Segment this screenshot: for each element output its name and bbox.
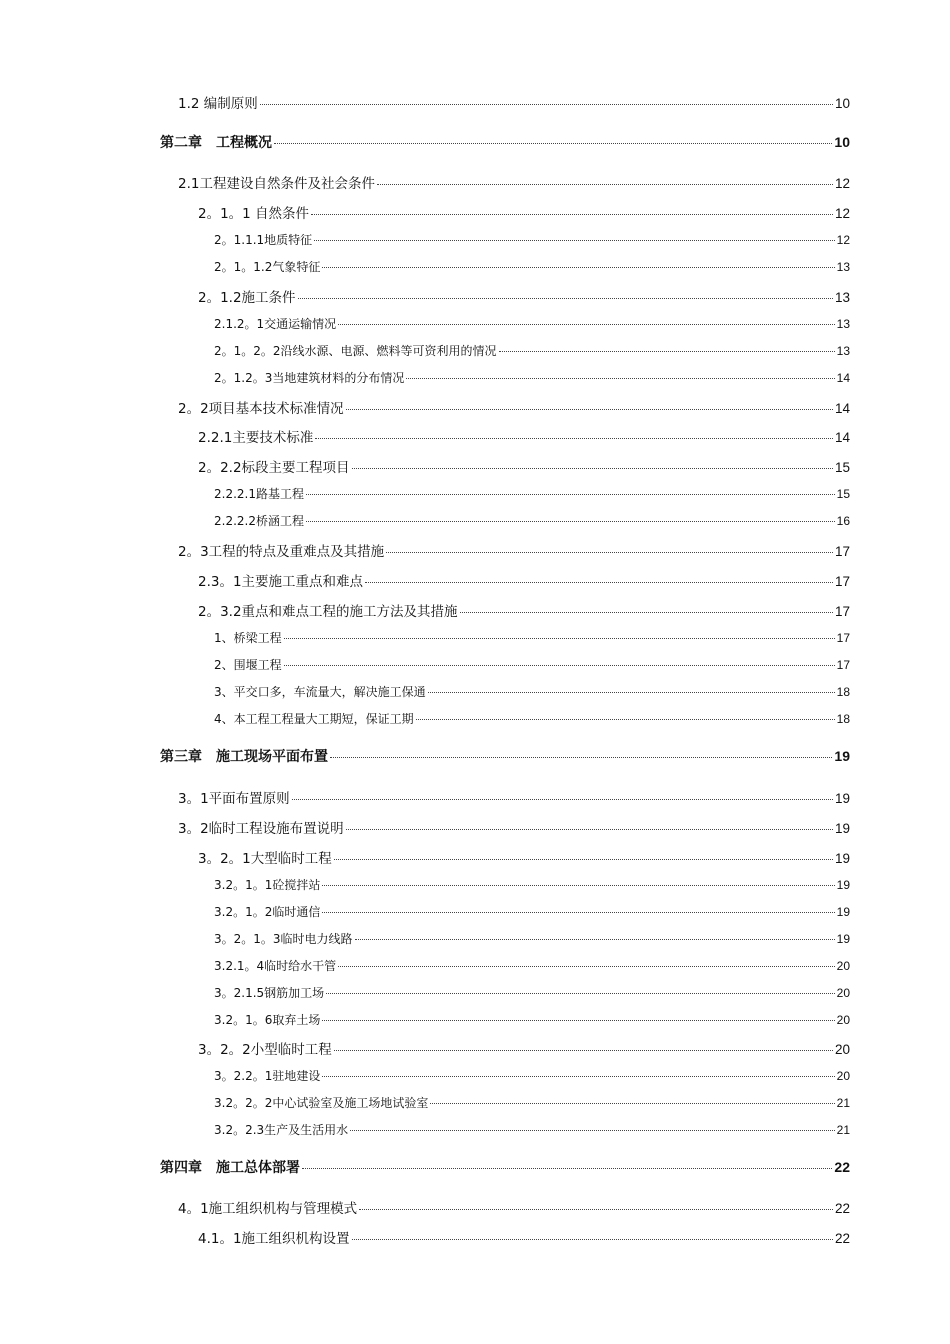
toc-entry[interactable] <box>178 540 850 560</box>
dot-leader <box>406 378 834 379</box>
toc-entry[interactable] <box>214 258 850 275</box>
toc-entry-page: 13 <box>836 260 850 274</box>
toc-entry-title: 3。2。1大型临时工程 <box>198 851 332 867</box>
toc-entry-page: 20 <box>836 959 850 973</box>
toc-entry-title: 4、本工程工程量大工期短，保证工期 <box>214 712 414 726</box>
toc-entry[interactable] <box>214 984 850 1001</box>
toc-entry-title: 2.1.2。1交通运输情况 <box>214 317 337 331</box>
toc-entry-page: 10 <box>834 134 850 150</box>
toc-entry[interactable] <box>214 710 850 727</box>
toc-entry[interactable] <box>198 456 850 476</box>
dot-leader <box>338 324 834 325</box>
toc-entry-title: 2.2.1主要技术标准 <box>198 430 314 446</box>
toc-entry-page: 22 <box>834 1159 850 1175</box>
toc-entry-page: 21 <box>836 1096 850 1110</box>
toc-entry-title: 3.2。1。1砼搅拌站 <box>214 878 321 892</box>
dot-leader <box>430 1103 834 1104</box>
toc-entry-title: 3.2。2。2中心试验室及施工场地试验室 <box>214 1096 429 1110</box>
dot-leader <box>326 993 834 994</box>
dot-leader <box>346 409 833 410</box>
dot-leader <box>352 1239 833 1240</box>
toc-entry-page: 16 <box>836 514 850 528</box>
toc-entry-title: 2。1.2。3当地建筑材料的分布情况 <box>214 371 405 385</box>
dot-leader <box>330 757 832 758</box>
toc-entry-title: 2。2.2标段主要工程项目 <box>198 460 350 476</box>
toc-entry-title: 2。1。1 自然条件 <box>198 206 310 222</box>
toc-entry-title: 第四章 施工总体部署 <box>160 1160 300 1176</box>
toc-entry-page: 10 <box>834 96 850 111</box>
toc-entry-page: 19 <box>836 878 850 892</box>
toc-entry[interactable] <box>214 1011 850 1028</box>
dot-leader <box>416 719 835 720</box>
toc-entry[interactable] <box>214 231 850 248</box>
toc-entry-title: 2。1。2。2沿线水源、电源、燃料等可资利用的情况 <box>214 344 497 358</box>
dot-leader <box>322 1076 834 1077</box>
toc-entry-title: 2.2.2.2桥涵工程 <box>214 514 304 528</box>
toc-entry[interactable] <box>214 369 850 386</box>
toc-entry[interactable] <box>214 512 850 529</box>
toc-entry-page: 14 <box>834 401 850 416</box>
toc-entry-page: 19 <box>834 821 850 836</box>
toc-entry[interactable] <box>214 656 850 673</box>
toc-entry-title: 2.3。1主要施工重点和难点 <box>198 574 364 590</box>
dot-leader <box>334 1050 833 1051</box>
toc-entry-page: 20 <box>834 1042 850 1057</box>
dot-leader <box>284 638 835 639</box>
toc-entry-title: 3.2.1。4临时给水干管 <box>214 959 337 973</box>
toc-entry-page: 17 <box>834 574 850 589</box>
dot-leader <box>365 582 833 583</box>
toc-entry-page: 14 <box>834 430 850 445</box>
dot-leader <box>386 552 833 553</box>
toc-entry[interactable] <box>198 847 850 867</box>
toc-entry-page: 19 <box>834 791 850 806</box>
dot-leader <box>355 939 835 940</box>
toc-entry-title: 3。2.2。1驻地建设 <box>214 1069 321 1083</box>
toc-entry-page: 18 <box>836 685 850 699</box>
toc-entry[interactable] <box>214 485 850 502</box>
toc-entry[interactable] <box>178 397 850 417</box>
dot-leader <box>377 184 833 185</box>
toc-entry-title: 3.2。1。6取弃土场 <box>214 1013 321 1027</box>
toc-entry[interactable] <box>214 957 850 974</box>
dot-leader <box>346 829 833 830</box>
toc-entry-title: 4。1施工组织机构与管理模式 <box>178 1201 358 1217</box>
toc-entry[interactable] <box>178 817 850 837</box>
toc-entry-page: 15 <box>834 460 850 475</box>
dot-leader <box>315 438 833 439</box>
toc-entry-title: 2.2.2.1路基工程 <box>214 487 304 501</box>
toc-entry-title: 2。1。1.2气象特征 <box>214 260 321 274</box>
toc-entry-page: 19 <box>834 851 850 866</box>
toc-entry-title: 2。1.1.1地质特征 <box>214 233 313 247</box>
toc-entry[interactable] <box>214 342 850 359</box>
toc-entry[interactable] <box>214 315 850 332</box>
dot-leader <box>274 143 832 144</box>
toc-entry-page: 21 <box>836 1123 850 1137</box>
toc-entry-title: 2。3.2重点和难点工程的施工方法及其措施 <box>198 604 458 620</box>
toc-entry[interactable] <box>214 1094 850 1111</box>
toc-entry-title: 3。2。1。3临时电力线路 <box>214 932 353 946</box>
dot-leader <box>350 1130 834 1131</box>
toc-entry-page: 17 <box>836 658 850 672</box>
toc-entry[interactable] <box>178 787 850 807</box>
toc-entry-title: 3、平交口多，车流量大，解决施工保通 <box>214 685 426 699</box>
toc-entry[interactable] <box>198 286 850 306</box>
toc-entry-page: 17 <box>836 631 850 645</box>
dot-leader <box>334 859 833 860</box>
toc-entry-title: 3.2。1。2临时通信 <box>214 905 321 919</box>
toc-entry[interactable] <box>214 1067 850 1084</box>
dot-leader <box>322 912 834 913</box>
dot-leader <box>306 521 835 522</box>
toc-entry-title: 3。2.1.5钢筋加工场 <box>214 986 325 1000</box>
toc-entry-page: 22 <box>834 1231 850 1246</box>
dot-leader <box>322 885 834 886</box>
toc-entry[interactable] <box>198 600 850 620</box>
toc-entry[interactable] <box>214 930 850 947</box>
dot-leader <box>322 1020 834 1021</box>
toc-entry-title: 2。1.2施工条件 <box>198 290 296 306</box>
dot-leader <box>352 468 833 469</box>
dot-leader <box>460 612 833 613</box>
toc-entry-title: 3。2。2小型临时工程 <box>198 1042 332 1058</box>
dot-leader <box>322 267 834 268</box>
toc-entry-title: 1、桥梁工程 <box>214 631 282 645</box>
toc-entry[interactable] <box>214 629 850 646</box>
dot-leader <box>302 1168 832 1169</box>
toc-entry-page: 13 <box>836 344 850 358</box>
toc-entry-title: 2。2项目基本技术标准情况 <box>178 401 344 417</box>
toc-entry[interactable] <box>214 903 850 920</box>
dot-leader <box>311 214 833 215</box>
toc-entry-page: 12 <box>834 176 850 191</box>
dot-leader <box>359 1209 833 1210</box>
toc-chapter[interactable] <box>160 746 850 766</box>
toc-entry-page: 20 <box>836 1069 850 1083</box>
toc-entry-title: 第二章 工程概况 <box>160 135 272 151</box>
toc-entry-page: 19 <box>836 905 850 919</box>
toc-entry-title: 3.2。2.3生产及生活用水 <box>214 1123 349 1137</box>
toc-entry[interactable] <box>178 172 850 192</box>
dot-leader <box>499 351 835 352</box>
toc-entry-page: 15 <box>836 487 850 501</box>
toc-entry[interactable] <box>214 683 850 700</box>
toc-entry[interactable] <box>178 1197 850 1217</box>
dot-leader <box>292 799 833 800</box>
toc-chapter[interactable] <box>160 132 850 152</box>
dot-leader <box>260 104 833 105</box>
toc-entry-page: 13 <box>836 317 850 331</box>
toc-entry-page: 22 <box>834 1201 850 1216</box>
toc-entry-page: 20 <box>836 986 850 1000</box>
toc-entry-page: 14 <box>836 371 850 385</box>
toc-entry-title: 1.2 编制原则 <box>178 96 258 112</box>
toc-entry-page: 19 <box>834 748 850 764</box>
toc-entry[interactable] <box>198 202 850 222</box>
toc-entry-page: 13 <box>834 290 850 305</box>
toc-chapter[interactable] <box>160 1157 850 1177</box>
dot-leader <box>338 966 834 967</box>
dot-leader <box>306 494 835 495</box>
toc-entry-title: 第三章 施工现场平面布置 <box>160 749 328 765</box>
dot-leader <box>284 665 835 666</box>
toc-entry-title: 2、围堰工程 <box>214 658 282 672</box>
toc-entry-page: 20 <box>836 1013 850 1027</box>
toc-entry-title: 3。1平面布置原则 <box>178 791 290 807</box>
toc-entry-title: 2。3工程的特点及重难点及其措施 <box>178 544 385 560</box>
toc-entry[interactable] <box>214 876 850 893</box>
toc-entry-page: 12 <box>836 233 850 247</box>
toc-entry-page: 17 <box>834 604 850 619</box>
dot-leader <box>314 240 834 241</box>
toc-entry[interactable] <box>198 1038 850 1058</box>
toc-entry[interactable] <box>198 570 850 590</box>
dot-leader <box>298 298 833 299</box>
toc-entry-page: 12 <box>834 206 850 221</box>
toc-entry-page: 17 <box>834 544 850 559</box>
toc-entry-title: 4.1。1施工组织机构设置 <box>198 1231 350 1247</box>
toc-entry-title: 3。2临时工程设施布置说明 <box>178 821 344 837</box>
toc-entry[interactable] <box>198 426 850 446</box>
dot-leader <box>428 692 835 693</box>
toc-entry[interactable] <box>178 92 850 112</box>
toc-entry[interactable] <box>214 1121 850 1138</box>
toc-entry-page: 18 <box>836 712 850 726</box>
toc-entry[interactable] <box>198 1227 850 1247</box>
toc-entry-title: 2.1工程建设自然条件及社会条件 <box>178 176 375 192</box>
toc-entry-page: 19 <box>836 932 850 946</box>
